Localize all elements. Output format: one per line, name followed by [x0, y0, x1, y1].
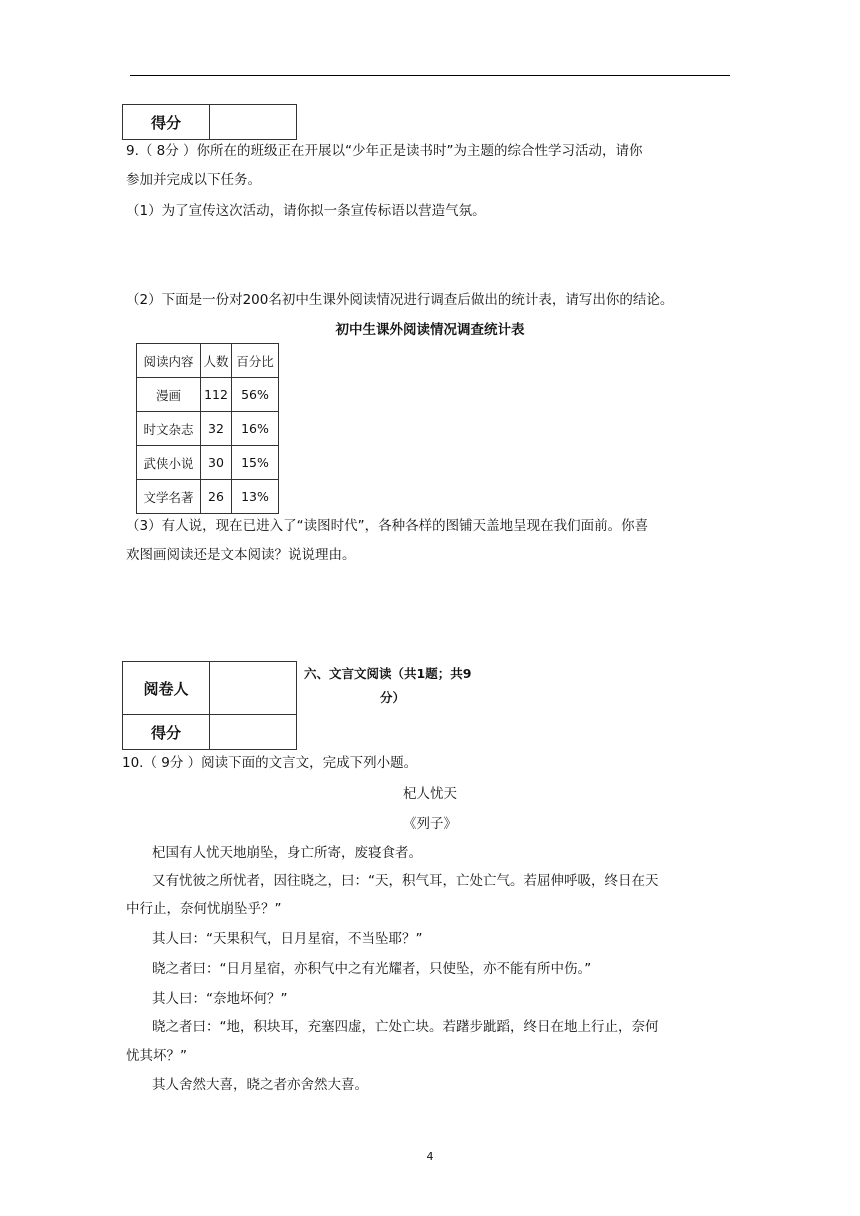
q9-line2: 参加并完成以下任务。	[126, 172, 261, 188]
table-row	[137, 378, 279, 412]
reading-stats-table	[136, 343, 279, 514]
score-value-cell[interactable]	[210, 105, 297, 140]
passage-line: 晓之者曰：“地，积块耳，充塞四虚，亡处亡块。若躇步跐蹈，终日在地上行止，奈何	[152, 1019, 659, 1035]
page-number: 4	[426, 1150, 434, 1163]
score-label: 得分	[123, 105, 210, 140]
table-row	[137, 412, 279, 446]
passage-line: 忧其坏？”	[126, 1048, 187, 1064]
table-cell: 文学名著	[137, 480, 201, 514]
score-value-cell[interactable]	[210, 715, 297, 750]
table-cell: 15%	[232, 446, 279, 480]
passage-source: 《列子》	[403, 816, 457, 832]
table-cell: 时文杂志	[137, 412, 201, 446]
q9-task3-line1: （3）有人说，现在已进入了“读图时代”，各种各样的图铺天盖地呈现在我们面前。你喜	[126, 518, 649, 534]
passage-line: 其人曰：“奈地坏何？”	[152, 991, 288, 1007]
section6-title-line1: 六、文言文阅读（共1题；共9	[304, 666, 472, 681]
q9-task2: （2）下面是一份对200名初中生课外阅读情况进行调查后做出的统计表，请写出你的结论。	[126, 292, 674, 308]
table-header-cell: 人数	[201, 344, 232, 378]
reviewer-value-cell[interactable]	[210, 662, 297, 715]
table-cell: 漫画	[137, 378, 201, 412]
table-cell: 32	[201, 412, 232, 446]
passage-line: 晓之者曰：“日月星宿，亦积气中之有光耀者，只使坠，亦不能有所中伤。”	[152, 961, 592, 977]
table-header-row	[137, 344, 279, 378]
table-header-cell: 百分比	[232, 344, 279, 378]
passage-line: 中行止，奈何忧崩坠乎？”	[126, 901, 282, 917]
table-header-cell: 阅读内容	[137, 344, 201, 378]
table-cell: 武侠小说	[137, 446, 201, 480]
passage-line: 其人曰：“天果积气，日月星宿，不当坠耶？”	[152, 931, 423, 947]
table-row	[137, 446, 279, 480]
table-cell: 16%	[232, 412, 279, 446]
table-cell: 13%	[232, 480, 279, 514]
score-box	[122, 104, 297, 140]
passage-line: 又有忧彼之所忧者，因往晓之，曰：“天，积气耳，亡处亡气。若屈伸呼吸，终日在天	[152, 873, 659, 889]
table-cell: 30	[201, 446, 232, 480]
reviewer-label: 阅卷人	[123, 662, 210, 715]
table-row	[137, 480, 279, 514]
q9-task1: （1）为了宣传这次活动，请你拟一条宣传标语以营造气氛。	[126, 203, 486, 219]
reviewer-score-box	[122, 661, 297, 750]
q9-line1: 9.（ 8分 ）你所在的班级正在开展以“少年正是读书时”为主题的综合性学习活动，请你	[126, 143, 643, 159]
q10-line1: 10.（ 9分 ）阅读下面的文言文，完成下列小题。	[122, 755, 418, 771]
score-label: 得分	[123, 715, 210, 750]
passage-title: 杞人忧天	[403, 786, 457, 802]
table-cell: 26	[201, 480, 232, 514]
table-cell: 112	[201, 378, 232, 412]
table-title: 初中生课外阅读情况调查统计表	[335, 322, 525, 338]
passage-line: 杞国有人忧天地崩坠，身亡所寄，废寝食者。	[152, 845, 422, 861]
q9-task3-line2: 欢图画阅读还是文本阅读？说说理由。	[126, 547, 356, 563]
header-rule	[130, 75, 730, 76]
table-cell: 56%	[232, 378, 279, 412]
passage-line: 其人舍然大喜，晓之者亦舍然大喜。	[152, 1077, 368, 1093]
section6-title-line2: 分）	[380, 690, 406, 705]
